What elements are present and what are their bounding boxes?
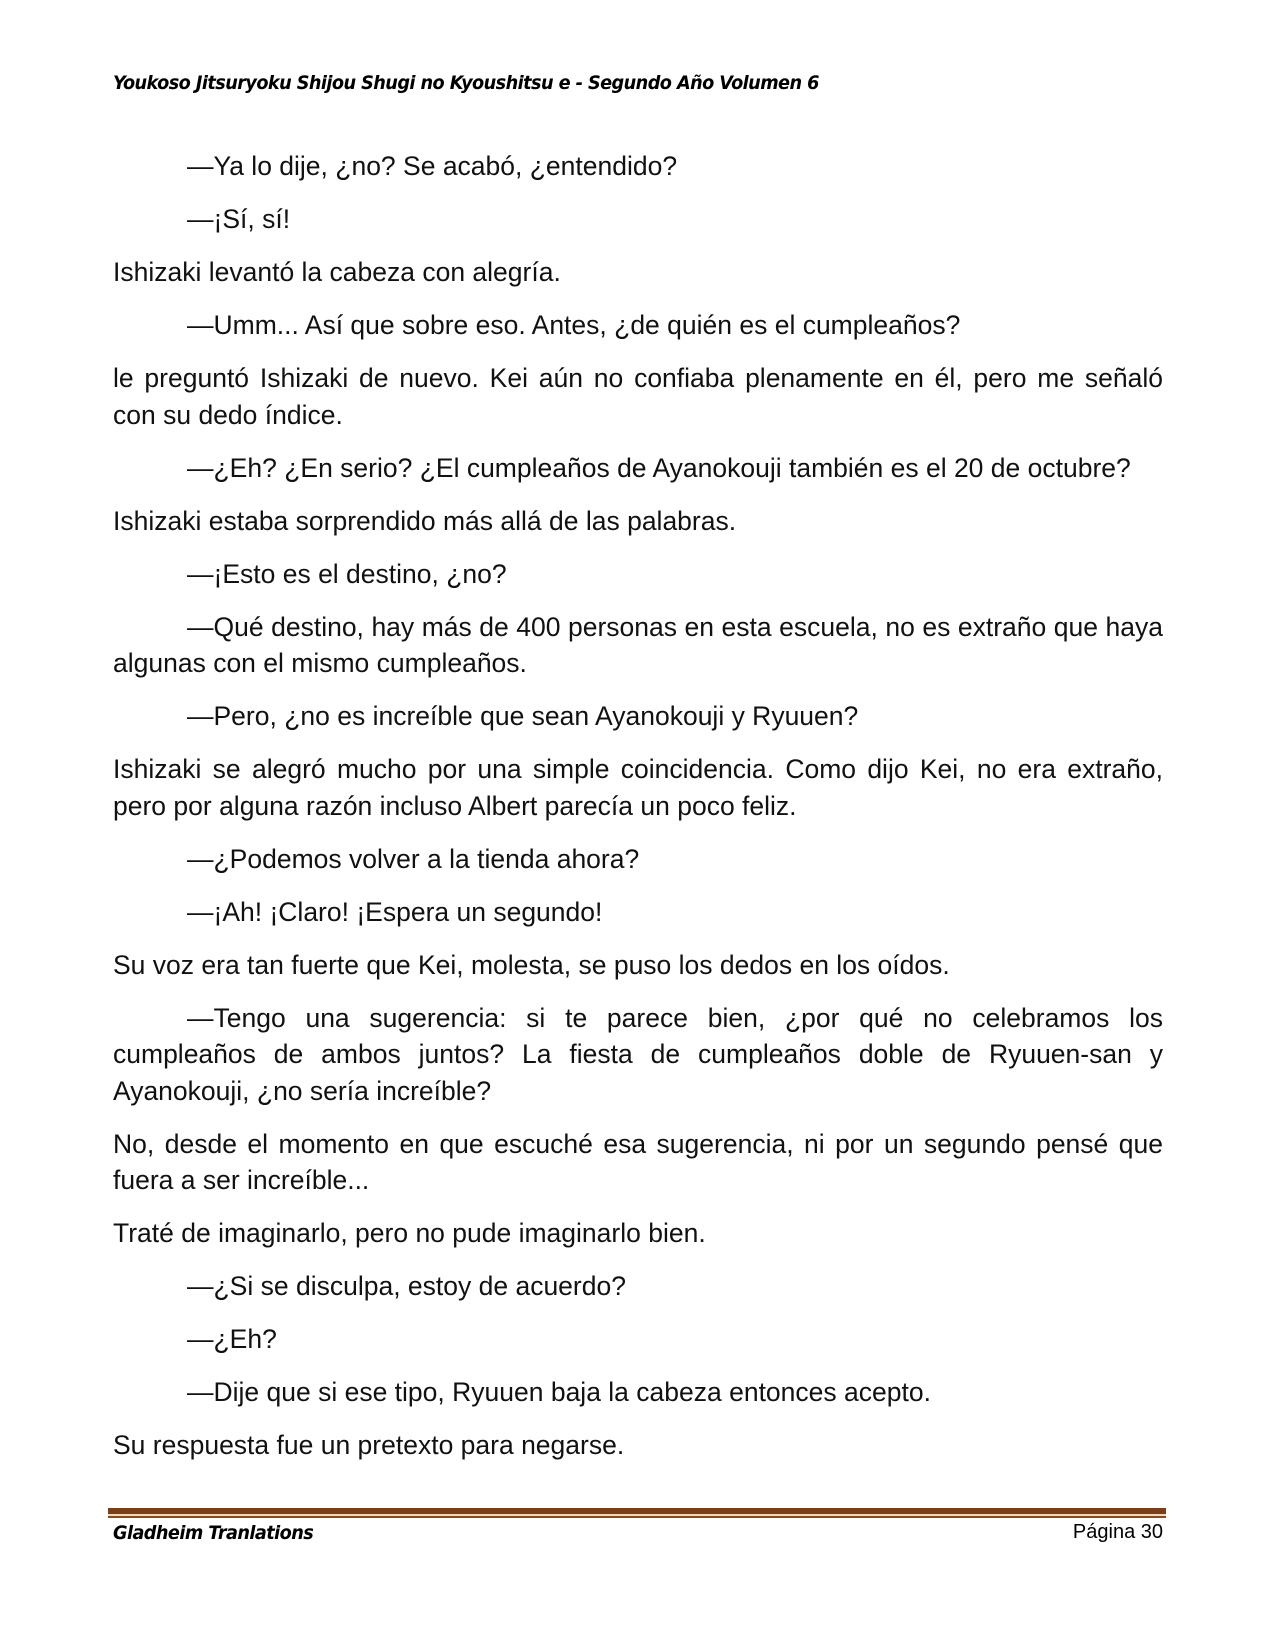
dialog-paragraph: —¡Esto es el destino, ¿no? — [187, 558, 507, 589]
dialog-paragraph: —¿Eh? — [187, 1324, 277, 1354]
dialog-paragraph: —Tengo una sugerencia: si te parece bien, ¿por qué no celebramos los cumpleaños de ambos juntos? La fiesta de cumpleaños doble de Ryuuen-san y Ayanokouji, ¿no sería increíble? — [113, 1002, 1163, 1106]
dialog-paragraph: —¡Ah! ¡Claro! ¡Espera un segundo! — [187, 896, 603, 927]
dialog-paragraph: —Umm... Así que sobre eso. Antes, ¿de quién es el cumpleaños? — [187, 310, 961, 340]
narration-paragraph: le preguntó Ishizaki de nuevo. Kei aún no confiaba plenamente en él, pero me señaló con su dedo índice. — [113, 363, 1163, 430]
narration-paragraph: Su respuesta fue un pretexto para negarse. — [113, 1430, 625, 1460]
narration-paragraph: Ishizaki se alegró mucho por una simple coincidencia. Como dijo Kei, no era extraño, pero por alguna razón incluso Albert parecía un poco feliz. — [113, 754, 1163, 821]
narration-paragraph: Ishizaki estaba sorprendido más allá de las palabras. — [113, 505, 737, 536]
footer-credit: Gladheim Tranlations — [113, 1522, 314, 1544]
footer-divider — [108, 1508, 1166, 1520]
dialog-paragraph: —¿Si se disculpa, estoy de acuerdo? — [187, 1271, 626, 1301]
dialog-paragraph: —Ya lo dije, ¿no? Se acabó, ¿entendido? — [187, 151, 678, 181]
page-number: Página 30 — [1072, 1521, 1163, 1543]
narration-paragraph: No, desde el momento en que escuché esa sugerencia, ni por un segundo pensé que fuera a ser increíble... — [113, 1128, 1163, 1195]
dialog-paragraph: —¡Sí, sí! — [187, 204, 291, 234]
narration-paragraph: Traté de imaginarlo, pero no pude imaginarlo bien. — [113, 1218, 706, 1248]
dialog-paragraph: —Pero, ¿no es increíble que sean Ayanokouji y Ryuuen? — [187, 701, 859, 731]
dialog-paragraph: —Qué destino, hay más de 400 personas en esta escuela, no es extraño que haya algunas con el mismo cumpleaños. — [113, 611, 1163, 678]
narration-paragraph: Ishizaki levantó la cabeza con alegría. — [113, 257, 561, 287]
running-header: Youkoso Jitsuryoku Shijou Shugi no Kyoushitsu e - Segundo Año Volumen 6 — [113, 72, 819, 94]
footer-divider-thin — [108, 1516, 1166, 1518]
dialog-paragraph: —¿Podemos volver a la tienda ahora? — [187, 843, 640, 874]
narration-paragraph: Su voz era tan fuerte que Kei, molesta, se puso los dedos en los oídos. — [113, 949, 950, 980]
dialog-paragraph: —Dije que si ese tipo, Ryuuen baja la cabeza entonces acepto. — [187, 1377, 931, 1407]
dialog-paragraph: —¿Eh? ¿En serio? ¿El cumpleaños de Ayanokouji también es el 20 de octubre? — [187, 452, 1131, 483]
body-text — [113, 148, 1163, 1480]
